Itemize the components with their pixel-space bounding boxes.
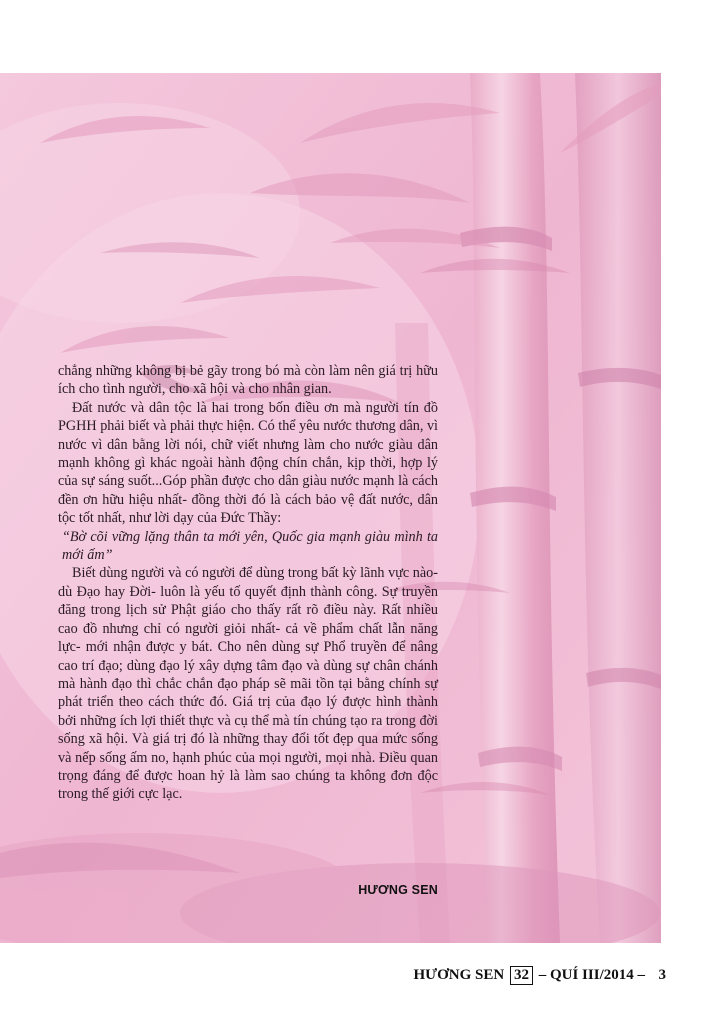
paragraph-continuation: chẳng những không bị bẻ gãy trong bó mà còn làm nên giá trị hữu ích cho tình người, cho xã hội và cho nhân gian. — [58, 363, 438, 398]
quote-duc-thay: “Bờ cõi vững lặng thân ta mới yên, Quốc gia mạnh giàu mình ta mới ấm” — [62, 528, 438, 564]
footer-magazine-name: HƯƠNG SEN — [413, 967, 505, 983]
footer-separator-1: – — [538, 967, 547, 983]
footer-issue-number: 32 — [510, 966, 533, 985]
article-body — [58, 362, 438, 804]
paragraph-country-and-nation: Đất nước và dân tộc là hai trong bốn điều ơn mà người tín đồ PGHH phải biết và phải thực hiện. Có thể yêu nước thương dân, vì nước vì dân bằng lời nói, chữ viết nhưng làm cho nước giàu dân mạnh không gì khác ngoài hành động chín chắn, kịp thời, hợp lý của sự sáng suốt...Góp phần được cho dân giàu nước mạnh là cách đền ơn hữu hiệu nhất- đồng thời đó là cách bảo vệ đất nước, dân tộc tốt nhất, như lời dạy của Đức Thầy: — [58, 399, 438, 527]
footer-page-number: 3 — [658, 967, 666, 983]
footer-separator-2: – — [637, 967, 645, 983]
footer-period: QUÍ III/2014 — [549, 967, 634, 983]
page-footer — [414, 966, 666, 985]
author-signature: HƯƠNG SEN — [358, 883, 438, 897]
paragraph-using-people: Biết dùng người và có người để dùng trong bất kỳ lãnh vực nào-dù Đạo hay Đời- luôn là yếu tố quyết định thành công. Sự truyền đăng trong lịch sử Phật giáo cho thấy rất rõ điều này. Rất nhiều cao đồ nhưng chỉ có người giỏi nhất- cả về phẩm chất lẫn năng lực- mới nhận được y bát. Cho nên dùng sự Phổ truyền để nâng cao trí đạo; dùng đạo lý xây dựng tâm đạo và dùng sự chân chánh mà hành đạo thì chắc chắn đạo pháp sẽ mãi tồn tại bằng chính sự phát triển theo cách thức đó. Giá trị của đạo lý được hình thành bởi những ích lợi thiết thực và cụ thể mà tín chúng tạo ra trong đời sống xã hội. Và giá trị đó là những thay đổi tốt đẹp qua mức sống và nếp sống ấm no, hạnh phúc của mọi người, mọi nhà. Điều quan trọng đáng để được hoan hỷ là làm sao chúng ta không đơn độc trong thế giới cực lạc. — [58, 565, 438, 803]
